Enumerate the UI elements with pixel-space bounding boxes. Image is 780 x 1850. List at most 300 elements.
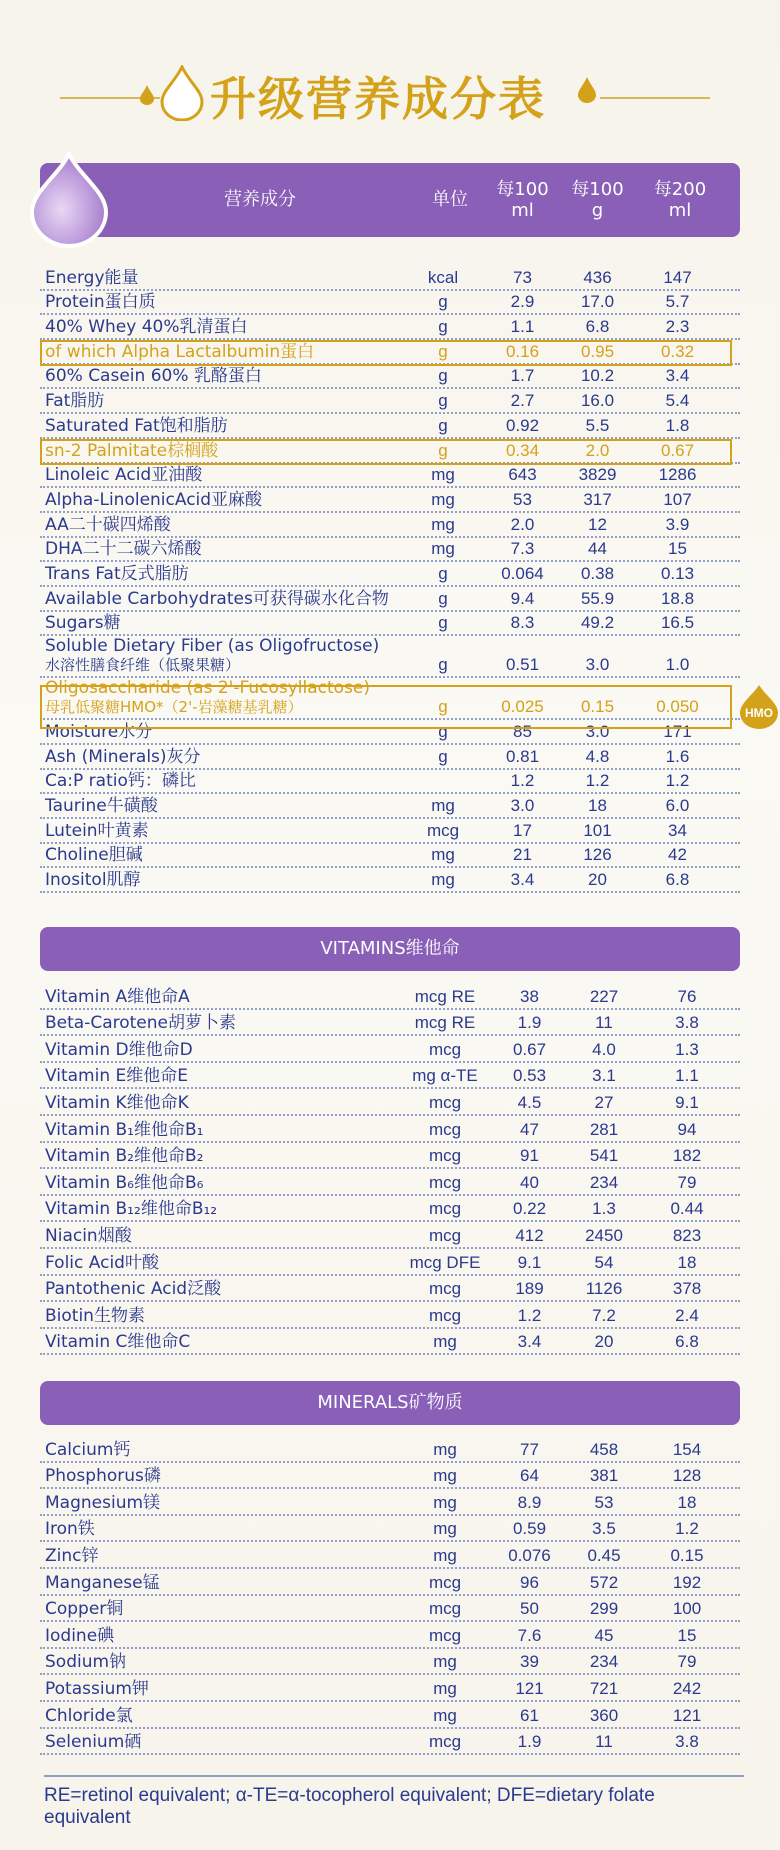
nutrient-name	[45, 636, 465, 676]
drop-icon	[140, 85, 154, 105]
table-row	[40, 1116, 740, 1143]
unit-cell: mcg	[428, 1146, 462, 1166]
unit-cell: mcg RE	[414, 1013, 476, 1033]
unit-cell: mcg	[428, 1199, 462, 1219]
value-per100g: 45	[594, 1625, 614, 1645]
value-per100g: 27	[594, 1092, 614, 1112]
value-per200ml: 6.8	[675, 1332, 699, 1352]
value-per200ml: 107	[663, 489, 692, 509]
value-per100g: 4.8	[585, 746, 610, 766]
unit-cell: mcg	[428, 1172, 462, 1192]
value-per100ml: 189	[515, 1279, 544, 1299]
value-per100ml: 77	[520, 1439, 539, 1459]
unit-cell: g	[438, 391, 448, 411]
value-per100ml: 38	[520, 986, 539, 1006]
value-per200ml: 128	[672, 1466, 702, 1486]
nutrient-name: Manganese锰	[45, 1572, 160, 1593]
value-per200ml: 1.2	[675, 1519, 699, 1539]
unit-cell: mg	[431, 870, 455, 890]
nutrient-name: Biotin生物素	[45, 1305, 145, 1326]
value-per100ml: 7.3	[510, 539, 535, 559]
value-per100ml: 4.5	[517, 1092, 542, 1112]
value-per100ml: 0.16	[505, 341, 540, 361]
value-per100g: 53	[594, 1492, 614, 1512]
value-per100g: 7.2	[592, 1305, 616, 1325]
value-per100ml: 85	[513, 722, 532, 741]
unit-cell: mg	[431, 539, 455, 559]
value-per100ml: 121	[515, 1678, 544, 1698]
unit-cell: g	[438, 563, 448, 583]
nutrient-name: Vitamin A维他命A	[45, 986, 190, 1007]
value-per200ml: 2.3	[665, 317, 690, 337]
title-area	[0, 55, 780, 135]
value-per100ml: 39	[520, 1652, 539, 1672]
unit-cell: mg	[433, 1466, 457, 1486]
value-per200ml: 823	[672, 1225, 702, 1245]
nutrient-name: 40% Whey 40%乳清蛋白	[45, 317, 248, 338]
value-per200ml: 3.8	[675, 1013, 699, 1033]
value-per200ml: 378	[672, 1279, 702, 1299]
value-per100g: 381	[589, 1466, 619, 1486]
table-row	[40, 1675, 740, 1702]
value-per100ml: 0.34	[505, 440, 540, 460]
header-per200ml: 每200 ml	[653, 179, 707, 221]
unit-cell: mg	[433, 1439, 457, 1459]
value-per100g: 3.0	[585, 655, 610, 675]
value-per100g: 721	[589, 1678, 619, 1698]
unit-cell: g	[438, 722, 448, 741]
value-per100g: 4.0	[592, 1039, 616, 1059]
value-per100ml: 0.064	[501, 563, 544, 583]
value-per100ml: 0.53	[512, 1066, 547, 1086]
unit-cell: mcg RE	[414, 986, 476, 1006]
value-per100ml: 1.9	[517, 1013, 542, 1033]
value-per100g: 49.2	[580, 613, 615, 633]
nutrient-name-line1: Oligosaccharide (as 2'-Fucosyllactose)	[45, 678, 370, 699]
nutrient-name: Phosphorus磷	[45, 1466, 161, 1487]
value-per200ml: 1.6	[665, 746, 690, 766]
value-per100g: 101	[583, 820, 612, 840]
unit-cell: g	[438, 292, 448, 312]
header-unit: 单位	[432, 189, 468, 210]
value-per100g: 299	[589, 1599, 619, 1619]
value-per200ml: 0.44	[670, 1199, 704, 1219]
unit-cell: mg	[431, 845, 455, 865]
unit-cell: mg	[431, 489, 455, 509]
value-per200ml: 42	[668, 845, 687, 865]
value-per200ml: 15	[677, 1625, 697, 1645]
unit-cell: mg α-TE	[412, 1066, 478, 1086]
nutrient-name: Sodium钠	[45, 1652, 127, 1673]
value-per200ml: 76	[677, 986, 697, 1006]
value-per100ml: 3.0	[510, 796, 535, 816]
table-row	[40, 1516, 740, 1543]
value-per200ml: 0.13	[660, 563, 695, 583]
value-per200ml: 18.8	[660, 588, 695, 608]
drop-icon	[28, 152, 110, 248]
value-per100ml: 17	[513, 820, 532, 840]
value-per100g: 2450	[585, 1225, 623, 1245]
nutrient-name: Alpha-LinolenicAcid亚麻酸	[45, 489, 263, 510]
value-per200ml: 1.0	[665, 655, 690, 675]
value-per100g: 6.8	[585, 317, 610, 337]
nutrient-name: Pantothenic Acid泛酸	[45, 1279, 222, 1300]
table-row	[40, 1489, 740, 1516]
value-per100g: 11	[595, 1013, 613, 1033]
value-per200ml: 192	[672, 1572, 702, 1592]
value-per100ml: 1.9	[517, 1732, 542, 1752]
hmo-badge-label: HMO	[745, 706, 773, 720]
value-per100g: 44	[588, 539, 607, 559]
table-row	[40, 1276, 740, 1303]
value-per100g: 458	[589, 1439, 619, 1459]
highlight-box	[40, 439, 732, 465]
value-per100ml: 9.4	[510, 588, 535, 608]
value-per100g: 227	[589, 986, 619, 1006]
value-per200ml: 34	[668, 820, 687, 840]
unit-cell: mcg	[428, 1305, 462, 1325]
nutrient-name: Trans Fat反式脂肪	[45, 563, 189, 584]
value-per100ml: 0.22	[512, 1199, 547, 1219]
value-per100ml: 91	[520, 1146, 539, 1166]
unit-cell: mg	[433, 1332, 457, 1352]
nutrient-name: Taurine牛磺酸	[45, 796, 158, 817]
table-row	[40, 1169, 740, 1196]
value-per200ml: 2.4	[675, 1305, 699, 1325]
value-per100ml: 1.1	[510, 317, 535, 337]
mineral-table	[40, 1436, 740, 1755]
value-per100g: 317	[583, 489, 612, 509]
value-per200ml: 1.1	[675, 1066, 699, 1086]
value-per200ml: 16.5	[660, 613, 695, 633]
unit-cell: mg	[433, 1519, 457, 1539]
table-row	[40, 1729, 740, 1756]
nutrient-name: Lutein叶黄素	[45, 820, 149, 841]
value-per200ml: 94	[677, 1119, 697, 1139]
milk-drop-icon	[160, 65, 204, 121]
unit-cell: g	[438, 613, 448, 633]
table-row	[40, 1036, 740, 1063]
unit-cell: mg	[433, 1705, 457, 1725]
unit-cell: mcg	[428, 1092, 462, 1112]
table-header	[40, 163, 740, 237]
unit-cell: g	[438, 746, 448, 766]
value-per100g: 234	[589, 1652, 619, 1672]
nutrient-name: Vitamin D维他命D	[45, 1039, 193, 1060]
value-per100g: 5.5	[585, 415, 610, 435]
value-per100g: 0.38	[580, 563, 615, 583]
value-per200ml: 5.4	[665, 391, 690, 411]
value-per100ml: 8.3	[510, 613, 535, 633]
unit-cell: mg	[431, 514, 455, 534]
value-per100g: 18	[588, 796, 607, 816]
value-per100ml: 47	[520, 1119, 539, 1139]
value-per100ml: 1.7	[510, 366, 535, 386]
value-per100g: 436	[583, 267, 612, 287]
value-per200ml: 3.4	[665, 366, 690, 386]
header-per100ml: 每100 ml	[496, 179, 549, 221]
value-per100ml: 0.076	[508, 1545, 551, 1565]
nutrient-name: Available Carbohydrates可获得碳水化合物	[45, 588, 389, 609]
unit-cell: mg	[431, 796, 455, 816]
nutrient-name: Vitamin B₁₂维他命B₁₂	[45, 1199, 218, 1220]
nutrient-name: Protein蛋白质	[45, 292, 156, 313]
nutrient-name: Vitamin C维他命C	[45, 1332, 191, 1353]
value-per100ml: 64	[520, 1466, 539, 1486]
nutrient-name-line2: 水溶性膳食纤维（低聚果糖）	[45, 656, 241, 675]
value-per100ml: 40	[520, 1172, 539, 1192]
nutrient-name: Moisture水分	[45, 722, 153, 742]
value-per100ml: 2.9	[510, 292, 535, 312]
table-row	[40, 612, 740, 637]
value-per100g: 3.0	[585, 722, 610, 741]
value-per200ml: 171	[663, 722, 692, 741]
unit-cell: mcg	[428, 1625, 462, 1645]
table-row	[40, 587, 740, 612]
value-per100ml: 9.1	[517, 1252, 542, 1272]
highlight-box	[40, 685, 732, 729]
table-row	[40, 1542, 740, 1569]
unit-cell: g	[438, 415, 448, 435]
nutrient-name: Iodine碘	[45, 1625, 115, 1646]
table-row	[40, 1649, 740, 1676]
nutrient-name: Potassium钾	[45, 1678, 149, 1699]
table-row	[40, 983, 740, 1010]
value-per100g: 360	[589, 1705, 619, 1725]
nutrient-name: Ca:P ratio钙：磷比	[45, 771, 196, 792]
nutrient-name: Inositol肌醇	[45, 870, 141, 891]
highlight-box	[40, 340, 732, 366]
hmo-badge-icon	[738, 685, 780, 729]
value-per100g: 0.95	[580, 341, 615, 361]
nutrient-name: Sugars糖	[45, 613, 121, 634]
value-per200ml: 79	[677, 1652, 697, 1672]
table-row	[40, 1302, 740, 1329]
nutrient-name: Calcium钙	[45, 1439, 131, 1460]
nutrient-name-line1: Soluble Dietary Fiber (as Oligofructose)	[45, 636, 380, 657]
value-per100ml: 1.2	[510, 771, 535, 791]
nutrient-name: Niacin烟酸	[45, 1225, 132, 1246]
value-per100g: 281	[589, 1119, 619, 1139]
value-per100ml: 61	[520, 1705, 539, 1725]
unit-cell: mcg	[428, 1732, 462, 1752]
nutrient-name: Vitamin E维他命E	[45, 1066, 189, 1087]
value-per100ml: 7.6	[517, 1625, 542, 1645]
value-per100ml: 0.81	[505, 746, 540, 766]
value-per100g: 0.45	[587, 1545, 621, 1565]
nutrient-name: Linoleic Acid亚油酸	[45, 465, 203, 486]
value-per100ml: 2.0	[510, 514, 535, 534]
value-per100ml: 0.67	[512, 1039, 547, 1059]
nutrient-name: Beta-Carotene胡萝卜素	[45, 1013, 237, 1034]
table-row	[40, 1063, 740, 1090]
value-per100ml: 643	[508, 465, 537, 485]
nutrient-name: DHA二十二碳六烯酸	[45, 539, 202, 560]
vitamin-table	[40, 983, 740, 1355]
value-per200ml: 18	[677, 1492, 697, 1512]
table-row	[40, 1436, 740, 1463]
value-per200ml: 154	[672, 1439, 702, 1459]
header-per100g: 每100 g	[571, 179, 624, 221]
value-per100g: 20	[594, 1332, 614, 1352]
value-per100ml: 412	[515, 1225, 544, 1245]
nutrient-name: Magnesium镁	[45, 1492, 161, 1513]
value-per100ml: 53	[513, 489, 532, 509]
nutrient-name: 60% Casein 60% 乳酪蛋白	[45, 366, 262, 387]
nutrient-name: Zinc锌	[45, 1545, 99, 1566]
value-per100ml: 3.4	[510, 870, 535, 890]
value-per200ml: 3.8	[675, 1732, 699, 1752]
value-per100g: 3829	[578, 465, 617, 485]
table-row	[40, 1222, 740, 1249]
minerals-header: MINERALS矿物质	[40, 1381, 740, 1425]
table-row	[40, 819, 740, 844]
value-per100g: 1.3	[592, 1199, 616, 1219]
nutrient-name: Selenium硒	[45, 1732, 142, 1753]
unit-cell: g	[438, 588, 448, 608]
unit-cell: mg	[433, 1678, 457, 1698]
value-per100g: 17.0	[580, 292, 615, 312]
nutrient-name: Vitamin K维他命K	[45, 1092, 189, 1113]
unit-cell: mg	[433, 1545, 457, 1565]
value-per100ml: 0.025	[501, 697, 544, 717]
value-per200ml: 18	[677, 1252, 697, 1272]
unit-cell: g	[438, 317, 448, 337]
table-row	[40, 636, 740, 678]
value-per100g: 16.0	[580, 391, 615, 411]
value-per200ml: 242	[672, 1678, 702, 1698]
nutrient-name: Vitamin B₆维他命B₆	[45, 1172, 204, 1193]
unit-cell: g	[438, 440, 448, 460]
table-row	[40, 1089, 740, 1116]
table-row	[40, 1329, 740, 1356]
value-per200ml: 0.15	[670, 1545, 704, 1565]
unit-cell: kcal	[427, 267, 459, 287]
page-title: 升级营养成分表	[210, 72, 546, 126]
value-per100ml: 0.92	[505, 415, 540, 435]
value-per100ml: 2.7	[510, 391, 535, 411]
table-row	[40, 1196, 740, 1223]
value-per200ml: 5.7	[665, 292, 690, 312]
value-per100g: 0.15	[580, 697, 615, 717]
value-per100g: 3.1	[592, 1066, 616, 1086]
value-per200ml: 0.67	[660, 440, 695, 460]
unit-cell: mcg	[428, 1039, 462, 1059]
table-row	[40, 844, 740, 869]
value-per100ml: 21	[513, 845, 532, 865]
value-per200ml: 0.050	[656, 697, 699, 717]
table-row	[40, 365, 740, 390]
value-per100g: 11	[595, 1732, 613, 1752]
unit-cell	[408, 770, 478, 793]
value-per200ml: 6.8	[665, 870, 690, 890]
unit-cell: g	[438, 341, 448, 361]
value-per100ml: 1.2	[517, 1305, 542, 1325]
value-per200ml: 182	[672, 1146, 702, 1166]
value-per200ml: 79	[677, 1172, 697, 1192]
value-per200ml: 6.0	[665, 796, 690, 816]
unit-cell: g	[438, 697, 448, 717]
title-divider-right	[600, 97, 710, 99]
value-per100ml: 73	[513, 267, 532, 287]
value-per100ml: 0.51	[505, 655, 540, 675]
table-row	[40, 868, 740, 893]
value-per100g: 54	[594, 1252, 614, 1272]
value-per200ml: 1.3	[675, 1039, 699, 1059]
nutrient-name: Chloride氯	[45, 1705, 133, 1726]
vitamins-header: VITAMINS维他命	[40, 927, 740, 971]
value-per200ml: 1286	[658, 465, 697, 485]
value-per200ml: 3.9	[665, 514, 690, 534]
nutrient-name: of which Alpha Lactalbumin蛋白	[45, 341, 315, 362]
nutrient-name: Saturated Fat饱和脂肪	[45, 415, 228, 436]
value-per200ml: 121	[672, 1705, 702, 1725]
unit-cell: mcg	[428, 1599, 462, 1619]
table-row	[40, 1702, 740, 1729]
value-per100g: 572	[589, 1572, 619, 1592]
value-per100g: 541	[589, 1146, 619, 1166]
nutrient-name: Ash (Minerals)灰分	[45, 746, 201, 767]
unit-cell: mcg	[428, 1119, 462, 1139]
nutrient-name: AA二十碳四烯酸	[45, 514, 171, 535]
nutrient-name-line2: 母乳低聚糖HMO*（2'-岩藻糖基乳糖）	[45, 698, 303, 717]
table-row	[40, 1622, 740, 1649]
value-per200ml: 1.2	[665, 771, 690, 791]
footnote: RE=retinol equivalent; α-TE=α-tocopherol equivalent; DFE=dietary folate equivalent	[44, 1775, 744, 1829]
table-row	[40, 1249, 740, 1276]
value-per200ml: 147	[663, 267, 692, 287]
unit-cell: mcg	[428, 1279, 462, 1299]
nutrient-name: Vitamin B₁维他命B₁	[45, 1119, 204, 1140]
value-per100g: 12	[588, 514, 607, 534]
value-per100g: 1.2	[585, 771, 610, 791]
value-per100ml: 0.59	[512, 1519, 547, 1539]
unit-cell: g	[438, 366, 448, 386]
nutrient-name: Copper铜	[45, 1599, 124, 1620]
value-per100g: 2.0	[585, 440, 610, 460]
value-per200ml: 9.1	[675, 1092, 699, 1112]
value-per100g: 126	[583, 845, 612, 865]
value-per100ml: 96	[520, 1572, 539, 1592]
table-row	[40, 1463, 740, 1490]
nutrient-name: Energy能量	[45, 267, 139, 288]
unit-cell: mcg DFE	[409, 1252, 481, 1272]
drop-icon	[578, 77, 596, 103]
value-per100g: 10.2	[580, 366, 615, 386]
value-per100g: 234	[589, 1172, 619, 1192]
value-per200ml: 15	[668, 539, 687, 559]
unit-cell: mcg	[428, 1572, 462, 1592]
value-per100g: 20	[588, 870, 607, 890]
header-nutrient: 营养成分	[224, 189, 296, 210]
value-per100g: 1126	[585, 1279, 623, 1299]
value-per100g: 3.5	[592, 1519, 616, 1539]
table-row	[40, 1596, 740, 1623]
nutrient-name: Choline胆碱	[45, 845, 143, 866]
value-per200ml: 0.32	[660, 341, 695, 361]
nutrient-name: sn-2 Palmitate棕榈酸	[45, 440, 219, 461]
value-per200ml: 100	[672, 1599, 702, 1619]
nutrient-name: Folic Acid叶酸	[45, 1252, 159, 1273]
value-per100ml: 8.9	[517, 1492, 542, 1512]
unit-cell: mcg	[428, 1225, 462, 1245]
unit-cell: mg	[431, 465, 455, 485]
value-per100ml: 3.4	[517, 1332, 542, 1352]
nutrient-name: Iron铁	[45, 1519, 95, 1540]
unit-cell: g	[438, 655, 448, 675]
unit-cell: mg	[433, 1652, 457, 1672]
value-per100ml: 50	[520, 1599, 539, 1619]
